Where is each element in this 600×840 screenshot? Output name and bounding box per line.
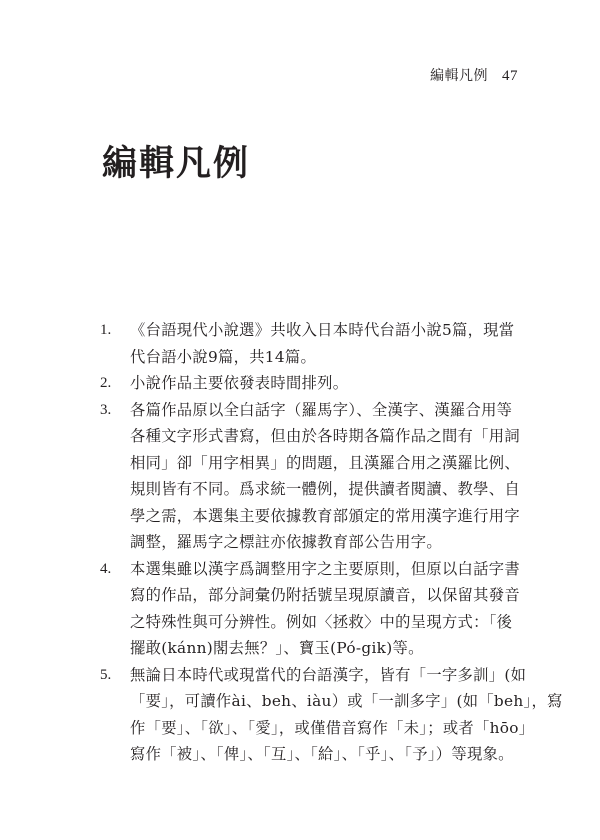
rule-text-line: 作「要」、「欲」、「愛」，或僅借音寫作「未」；或者「hōo」 bbox=[130, 718, 535, 737]
rule-number: 1. bbox=[100, 322, 112, 338]
rule-text bbox=[130, 317, 524, 370]
rule-number: 4. bbox=[100, 560, 112, 577]
rule-text bbox=[130, 556, 524, 662]
rule-number: 5. bbox=[100, 666, 112, 683]
running-header-title: 編輯凡例 bbox=[430, 68, 488, 84]
rule-text-line: 小說作品主要依發表時間排列。 bbox=[130, 374, 349, 392]
rule-text bbox=[130, 370, 524, 397]
page-number: 47 bbox=[502, 68, 518, 84]
editorial-rules-list bbox=[100, 317, 563, 768]
chapter-title: 編輯凡例 bbox=[102, 144, 251, 184]
rule-text-line: 「要」，可讀作ài、beh、iàu）或「一訓多字」(如「beh」，寫 bbox=[130, 692, 563, 710]
rule-number: 3. bbox=[100, 401, 112, 418]
rule-item bbox=[100, 397, 524, 556]
rule-item bbox=[100, 370, 524, 397]
rule-item bbox=[100, 317, 524, 370]
rule-text-line: 本選集雖以漢字爲調整用字之主要原則，但原以白話字書 bbox=[130, 559, 520, 578]
rule-number: 2. bbox=[100, 375, 112, 391]
rule-text bbox=[130, 397, 524, 556]
rule-text-line: 代台語小說9篇，共14篇。 bbox=[130, 347, 317, 366]
rule-text-line: 之特殊性與可分辨性。例如〈拯救〉中的呈現方式：「後 bbox=[130, 612, 513, 631]
rule-text-line: 相同」卻「用字相異」的問題，且漢羅合用之漢羅比例、 bbox=[130, 453, 520, 472]
rule-text-line: 無論日本時代或現當代的台語漢字，皆有「一字多訓」(如 bbox=[130, 665, 527, 684]
rule-text-line: 調整，羅馬字之標註亦依據教育部公告用字。 bbox=[130, 533, 442, 551]
rule-text-line: 各種文字形式書寫，但由於各時期各篇作品之間有「用詞 bbox=[130, 427, 520, 445]
rule-item bbox=[100, 662, 563, 768]
rule-text-line: 寫的作品，部分詞彙仍附括號呈現原讀音，以保留其發音 bbox=[130, 586, 520, 604]
rule-text-line: 規則皆有不同。爲求統一體例，提供讀者閱讀、教學、自 bbox=[130, 480, 520, 498]
rule-text-line: 學之需，本選集主要依據教育部頒定的常用漢字進行用字 bbox=[130, 506, 520, 525]
rule-text-line: 寫作「被」、「俾」、「互」、「給」、「乎」、「予」）等現象。 bbox=[130, 745, 514, 763]
rule-item bbox=[100, 556, 524, 662]
rule-text-line: 《台語現代小說選》共收入日本時代台語小說5篇，現當 bbox=[130, 321, 515, 339]
running-header bbox=[430, 65, 518, 85]
rule-text-line: 擺敢(kánn)閣去無？」、寶玉(Pó-gik)等。 bbox=[130, 639, 424, 657]
rule-text bbox=[130, 662, 563, 768]
rule-text-line: 各篇作品原以全白話字（羅馬字）、全漢字、漢羅合用等 bbox=[130, 400, 513, 419]
